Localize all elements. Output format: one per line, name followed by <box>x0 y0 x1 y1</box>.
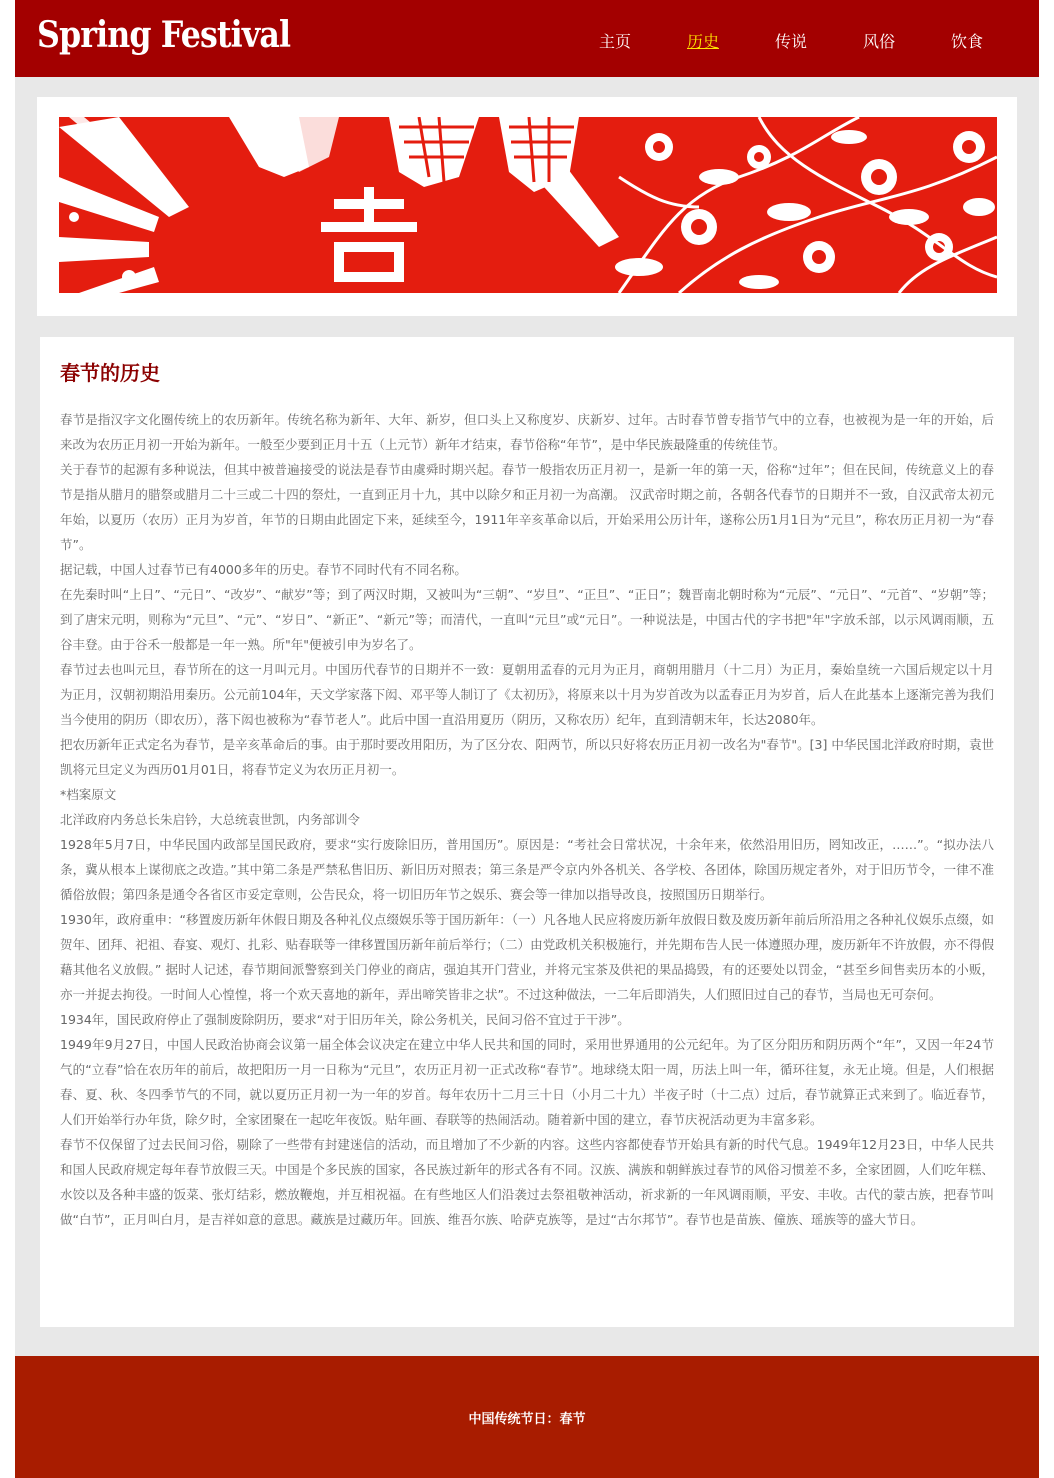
article-paragraph: 北洋政府内务总长朱启钤，大总统袁世凯，内务部训令 <box>60 812 361 827</box>
nav-item-customs[interactable]: 风俗 <box>862 32 895 51</box>
article-paragraph: 春节是指汉字文化圈传统上的农历新年。传统名称为新年、大年、新岁，但口头上又称度岁、庆新岁、过年。古时春节曾专指节气中的立春，也被视为是一年的开始，后来改为农历正月初一开始为新年。一般至少要到正月十五（上元节）新年才结束，春节俗称“年节”，是中华民族最隆重的传统佳节。 <box>60 412 994 452</box>
banner-container <box>37 97 1017 316</box>
site-logo[interactable]: Spring Festival <box>37 14 291 56</box>
article-paragraph: 1934年，国民政府停止了强制废除阴历，要求“对于旧历年关，除公务机关，民间习俗不宜过于干涉”。 <box>60 1012 630 1027</box>
article-paragraph: 关于春节的起源有多种说法，但其中被普遍接受的说法是春节由虞舜时期兴起。春节一般指农历正月初一，是新一年的第一天，俗称“过年”；但在民间，传统意义上的春节是指从腊月的腊祭或腊月二十三或二十四的祭灶，一直到正月十九，其中以除夕和正月初一为高潮。 汉武帝时期之前，各朝各代春节的日期并不一致，自汉武帝太初元年始，以夏历（农历）正月为岁首，年节的日期由此固定下来，延续至今，1911年辛亥革命以后，开始采用公历计年，遂称公历1月1日为“元旦”，称农历正月初一为“春节”。 <box>60 462 994 552</box>
article-section <box>40 337 1014 1327</box>
footer-text: 中国传统节日：春节 <box>468 1412 586 1427</box>
nav-item-history[interactable]: 历史 <box>686 32 719 51</box>
article-title: 春节的历史 <box>60 361 160 385</box>
article-body <box>60 407 994 1232</box>
article-paragraph: 在先秦时叫“上日”、“元日”、“改岁”、“献岁”等；到了两汉时期，又被叫为“三朝”、“岁旦”、“正旦”、“正日”；魏晋南北朝时称为“元辰”、“元日”、“元首”、“岁朝”等；到了唐宋元明，则称为“元旦”、“元”、“岁日”、“新正”、“新元”等；而清代，一直叫“元旦”或“元日”。一种说法是，中国古代的字书把"年"字放禾部，以示风调雨顺，五谷丰登。由于谷禾一般都是一年一熟。所"年"便被引申为岁名了。 <box>60 587 994 652</box>
nav-item-food[interactable]: 饮食 <box>950 32 983 51</box>
article-paragraph: 春节过去也叫元旦，春节所在的这一月叫元月。中国历代春节的日期并不一致：夏朝用孟春的元月为正月，商朝用腊月（十二月）为正月，秦始皇统一六国后规定以十月为正月，汉朝初期沿用秦历。公元前104年，天文学家落下闳、邓平等人制订了《太初历》，将原来以十月为岁首改为以孟春正月为岁首，后人在此基本上逐渐完善为我们当今使用的阴历（即农历），落下闳也被称为“春节老人”。此后中国一直沿用夏历（阴历，又称农历）纪年，直到清朝末年，长达2080年。 <box>60 662 994 727</box>
site-footer <box>15 1356 1039 1478</box>
article-paragraph: 春节不仅保留了过去民间习俗，剔除了一些带有封建迷信的活动，而且增加了不少新的内容。这些内容都使春节开始具有新的时代气息。1949年12月23日，中华人民共和国人民政府规定每年春节放假三天。中国是个多民族的国家，各民族过新年的形式各有不同。汉族、满族和朝鲜族过春节的风俗习惯差不多，全家团圆，人们吃年糕、水饺以及各种丰盛的饭菜、张灯结彩，燃放鞭炮，并互相祝福。在有些地区人们沿袭过去祭祖敬神活动，祈求新的一年风调雨顺，平安、丰收。古代的蒙古族，把春节叫做“白节”，正月叫白月，是吉祥如意的意思。藏族是过藏历年。回族、维吾尔族、哈萨克族等，是过“古尔邦节”。春节也是苗族、僮族、瑶族等的盛大节日。 <box>60 1137 994 1227</box>
article-paragraph: *档案原文 <box>60 787 117 802</box>
nav-item-home[interactable]: 主页 <box>598 32 631 51</box>
article-paragraph: 据记载，中国人过春节已有4000多年的历史。春节不同时代有不同名称。 <box>60 562 467 577</box>
paper-cut-banner-image <box>59 117 997 293</box>
paper-cut-artwork <box>59 117 997 293</box>
page <box>15 0 1039 1478</box>
nav-item-legend[interactable]: 传说 <box>774 32 807 51</box>
site-header <box>15 0 1039 77</box>
article-paragraph: 1949年9月27日，中国人民政治协商会议第一届全体会议决定在建立中华人民共和国的同时，采用世界通用的公元纪年。为了区分阳历和阴历两个“年”，又因一年24节气的“立春”恰在农历年的前后，故把阳历一月一日称为“元旦”，农历正月初一正式改称“春节”。地球绕太阳一周，历法上叫一年，循环往复，永无止境。但是，人们根据春、夏、秋、冬四季节气的不同，就以夏历正月初一为一年的岁首。每年农历十二月三十日（小月二十九）半夜子时（十二点）过后，春节就算正式来到了。临近春节，人们开始举行办年货，除夕时，全家团聚在一起吃年夜饭。贴年画、春联等的热闹活动。随着新中国的建立，春节庆祝活动更为丰富多彩。 <box>60 1037 994 1127</box>
article-paragraph: 把农历新年正式定名为春节，是辛亥革命后的事。由于那时要改用阳历，为了区分农、阳两节，所以只好将农历正月初一改名为"春节"。[3] 中华民国北洋政府时期，袁世凯将元旦定义为西历01月01日，将春节定义为农历正月初一。 <box>60 737 994 777</box>
main-nav <box>15 0 1039 77</box>
article-paragraph: 1928年5月7日，中华民国内政部呈国民政府，要求“实行废除旧历，普用国历”。原因是：“考社会日常状况，十余年来，依然沿用旧历，罔知改正，……”。“拟办法八条，冀从根本上谋彻底之改造。”其中第二条是严禁私售旧历、新旧历对照表；第三条是严令京内外各机关、各学校、各团体，除国历规定者外，对于旧历节令，一律不准循俗放假；第四条是通令各省区市妥定章则，公告民众，将一切旧历年节之娱乐、赛会等一律加以指导改良，按照国历日期举行。 <box>60 837 994 902</box>
article-paragraph: 1930年，政府重申：“移置废历新年休假日期及各种礼仪点缀娱乐等于国历新年：（一）凡各地人民应将废历新年放假日数及废历新年前后所沿用之各种礼仪娱乐点缀，如贺年、团拜、祀祖、春宴、观灯、扎彩、贴春联等一律移置国历新年前后举行；（二）由党政机关积极施行，并先期布告人民一体遵照办理，废历新年不许放假，亦不得假藉其他名义放假。” 据时人记述，春节期间派警察到关门停业的商店，强迫其开门营业，并将元宝茶及供祀的果品捣毁，有的还要处以罚金，“甚至乡间售卖历本的小贩，亦一并捉去拘役。一时间人心惶惶，将一个欢天喜地的新年，弄出啼笑皆非之状”。不过这种做法，一二年后即消失，人们照旧过自己的春节，当局也无可奈何。 <box>60 912 994 1002</box>
